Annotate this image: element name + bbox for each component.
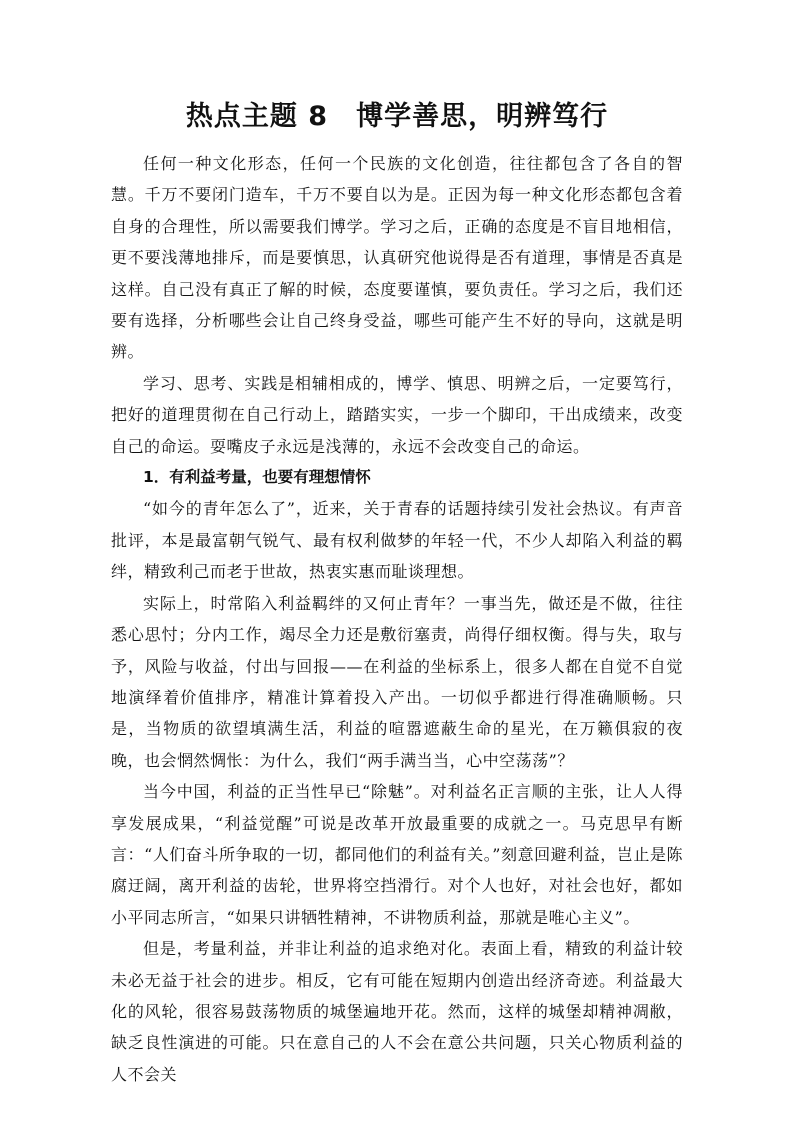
- document-title: 热点主题 8 博学善思，明辨笃行: [185, 101, 609, 132]
- paragraph: 实际上，时常陷入利益羁绊的又何止青年？一事当先，做还是不做，往往悉心思忖；分内工作，竭尽全力还是敷衍塞责，尚得仔细权衡。得与失，取与予，风险与收益，付出与回报——在利益的坐标系上，很多人都在自觉不自觉地演绎着价值排序，精准计算着投入产出。一切似乎都进行得准确顺畅。只是，当物质的欲望填满生活，利益的喧嚣遮蔽生命的星光，在万籁俱寂的夜晚，也会惘然惆怅：为什么，我们“两手满当当，心中空荡荡”？: [111, 593, 683, 770]
- paragraph: 但是，考量利益，并非让利益的追求绝对化。表面上看，精致的利益计较未必无益于社会的进步。相反，它有可能在短期内创造出经济奇迹。利益最大化的风轮，很容易鼓荡物质的城堡遍地开花。然而，这样的城堡却精神凋敝，缺乏良性演进的可能。只在意自己的人不会在意公共问题，只关心物质利益的人不会关: [111, 939, 683, 1084]
- paragraph: 学习、思考、实践是相辅相成的，博学、慎思、明辨之后，一定要笃行，把好的道理贯彻在自己行动上，踏踏实实，一步一个脚印，干出成绩来，改变自己的命运。耍嘴皮子永远是浅薄的，永远不会改变自己的命运。: [111, 373, 683, 456]
- paragraph: “如今的青年怎么了”，近来，关于青春的话题持续引发社会热议。有声音批评，本是最富朝气锐气、最有权利做梦的年轻一代，不少人却陷入利益的羁绊，精致利己而老于世故，热衷实惠而耻谈理想。: [111, 499, 683, 582]
- paragraph: 任何一种文化形态，任何一个民族的文化创造，往往都包含了各自的智慧。千万不要闭门造车，千万不要自以为是。正因为每一种文化形态都包含着自身的合理性，所以需要我们博学。学习之后，正确的态度是不盲目地相信，更不要浅薄地排斥，而是要慎思，认真研究他说得是否有道理，事情是否真是这样。自己没有真正了解的时候，态度要谨慎，要负责任。学习之后，我们还要有选择，分析哪些会让自己终身受益，哪些可能产生不好的导向，这就是明辨。: [111, 154, 683, 362]
- paragraph: 当今中国，利益的正当性早已“除魅”。对利益名正言顺的主张，让人人得享发展成果，“利益觉醒”可说是改革开放最重要的成就之一。马克思早有断言：“人们奋斗所争取的一切，都同他们的利益有关。”刻意回避利益，岂止是陈腐迂阔，离开利益的齿轮，世界将空挡滑行。对个人也好，对社会也好，都如小平同志所言，“如果只讲牺牲精神，不讲物质利益，那就是唯心主义”。: [111, 782, 683, 927]
- section-heading: 1．有利益考量，也要有理想情怀: [143, 468, 371, 487]
- document-body: [111, 148, 683, 1090]
